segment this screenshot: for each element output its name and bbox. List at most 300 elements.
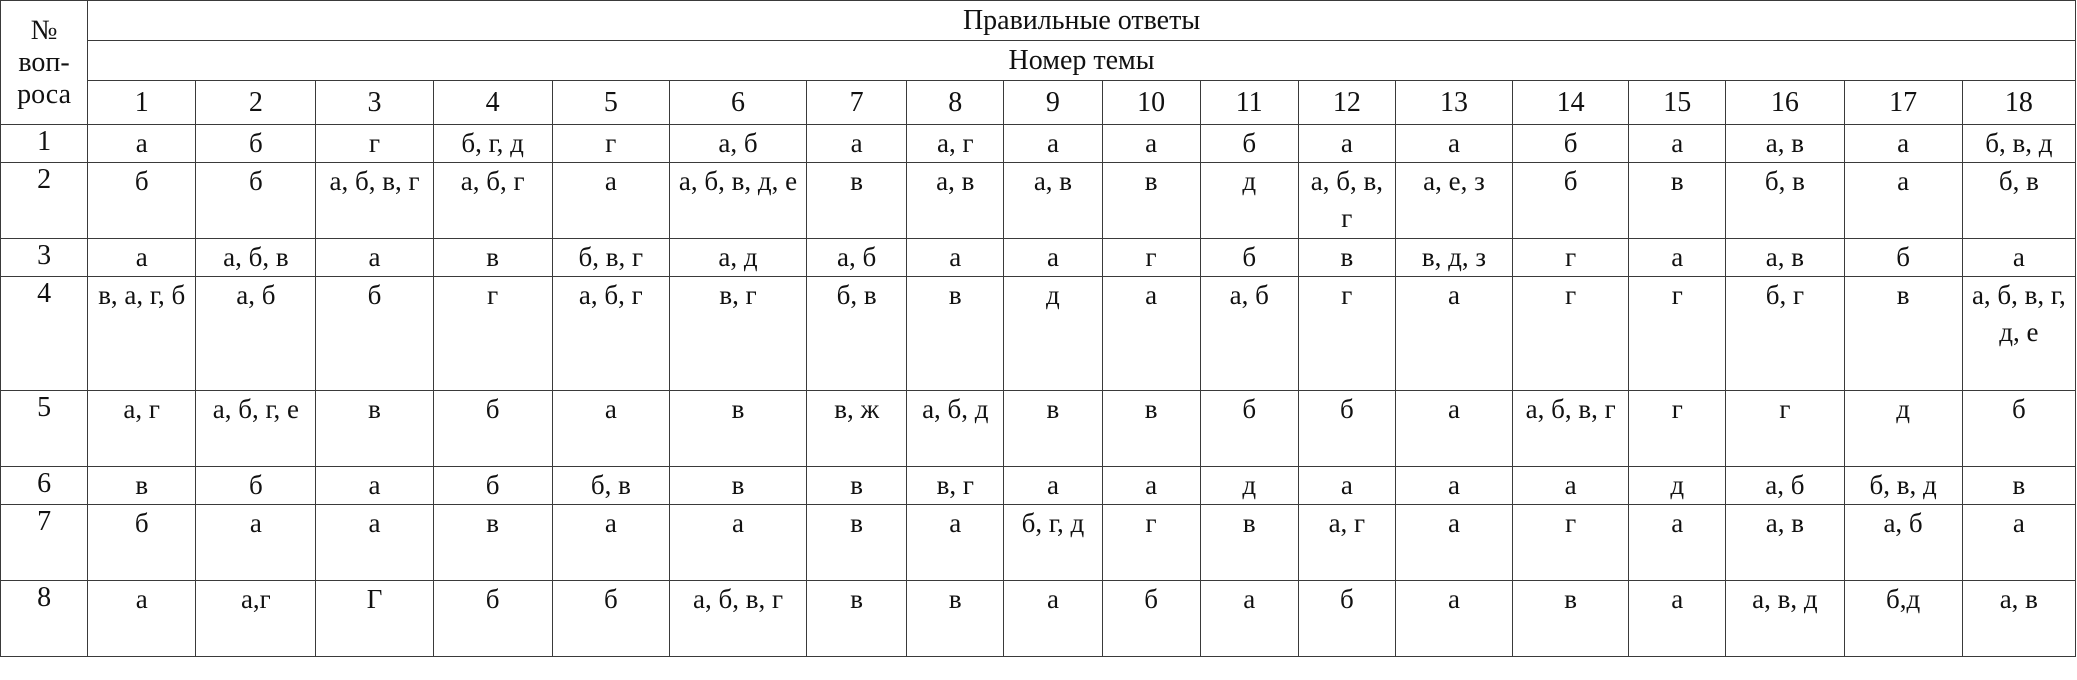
answer-text: в	[948, 584, 962, 614]
answer-cell	[1102, 277, 1200, 391]
question-number-header	[1, 1, 88, 125]
answer-text: а, б, в, г	[1525, 394, 1616, 424]
answer-text: в	[1144, 394, 1158, 424]
answer-cell	[1298, 239, 1395, 277]
answer-cell	[907, 581, 1004, 657]
topic-number: 15	[1629, 81, 1726, 125]
topic-numbers-row	[1, 81, 2076, 125]
answer-cell	[88, 277, 196, 391]
topic-number: 14	[1513, 81, 1629, 125]
question-number: 4	[1, 277, 88, 391]
answer-cell	[1629, 505, 1726, 581]
answer-cell	[1298, 581, 1395, 657]
answer-cell	[1200, 239, 1298, 277]
answer-text: б	[1339, 394, 1354, 424]
answer-cell	[1844, 467, 1962, 505]
answer-cell	[1004, 163, 1102, 239]
question-number: 6	[1, 467, 88, 505]
answer-text: а	[949, 508, 962, 538]
answer-text: а	[1243, 584, 1256, 614]
answer-cell	[807, 467, 907, 505]
answer-cell	[1726, 239, 1844, 277]
answer-cell	[1004, 467, 1102, 505]
answer-cell	[196, 125, 316, 163]
answer-text: б, в	[1998, 166, 2039, 196]
answer-text: а	[1447, 584, 1460, 614]
topic-number: 7	[807, 81, 907, 125]
answer-text: г	[1671, 280, 1683, 310]
answer-cell	[196, 239, 316, 277]
answer-cell	[88, 391, 196, 467]
answer-row	[1, 391, 2076, 467]
answer-text: г	[1565, 508, 1577, 538]
topic-number: 3	[316, 81, 433, 125]
answer-text: б	[1896, 242, 1910, 272]
answer-cell	[1395, 581, 1512, 657]
answer-cell	[1395, 239, 1512, 277]
answer-text: в, г	[719, 280, 757, 310]
answer-text: б	[248, 470, 263, 500]
answer-cell	[1629, 391, 1726, 467]
answer-cell	[1513, 581, 1629, 657]
answer-cell	[1513, 391, 1629, 467]
topic-number: 10	[1102, 81, 1200, 125]
answer-cell	[1102, 505, 1200, 581]
answer-text: б, в, д	[1985, 128, 2053, 158]
answer-row	[1, 125, 2076, 163]
answer-cell	[316, 467, 433, 505]
table-body	[1, 1, 2076, 657]
answer-cell	[907, 125, 1004, 163]
answer-text: а,г	[240, 584, 271, 614]
answer-cell	[1844, 277, 1962, 391]
answer-cell	[907, 239, 1004, 277]
answer-text: а	[732, 508, 744, 538]
answer-cell	[433, 239, 552, 277]
answer-text: а	[604, 166, 617, 196]
answer-cell	[1102, 239, 1200, 277]
answer-cell	[1726, 163, 1844, 239]
answer-cell	[433, 581, 552, 657]
answer-text: в	[1564, 584, 1578, 614]
answer-cell	[1298, 467, 1395, 505]
topic-number: 13	[1395, 81, 1512, 125]
answer-text: а, б, в	[223, 242, 289, 272]
answer-cell	[1200, 125, 1298, 163]
answer-text: а	[1897, 128, 1910, 158]
answer-text: б	[1144, 584, 1158, 614]
answer-text: а	[135, 584, 148, 614]
answer-text: в	[1144, 166, 1158, 196]
answer-cell	[1962, 581, 2075, 657]
answer-cell	[88, 581, 196, 657]
answer-cell	[1629, 467, 1726, 505]
answer-text: в	[486, 242, 500, 272]
answer-text: в	[1046, 394, 1060, 424]
answer-text: а, б, г	[578, 280, 643, 310]
answer-text: б	[485, 470, 500, 500]
answer-cell	[1513, 467, 1629, 505]
answer-text: б	[367, 280, 382, 310]
answer-cell	[1102, 125, 1200, 163]
answer-cell	[433, 277, 552, 391]
topic-number: 11	[1200, 81, 1298, 125]
answer-cell	[1962, 505, 2075, 581]
answer-cell	[1200, 391, 1298, 467]
correct-answers-header: Правильные ответы	[88, 1, 2076, 41]
answer-text: г	[368, 128, 381, 158]
question-number: 7	[1, 505, 88, 581]
answer-cell	[552, 391, 669, 467]
answer-text: б	[134, 508, 149, 538]
answer-cell	[807, 581, 907, 657]
answer-cell	[433, 505, 552, 581]
answer-cell	[88, 467, 196, 505]
answer-text: б, г	[1765, 280, 1805, 310]
answer-text: б	[248, 166, 263, 196]
answer-text: б	[248, 128, 263, 158]
answer-text: б, в	[1764, 166, 1805, 196]
answer-text: в	[850, 470, 864, 500]
answer-text: г	[1145, 508, 1157, 538]
answer-cell	[1200, 505, 1298, 581]
answer-cell	[552, 277, 669, 391]
answer-cell	[1629, 239, 1726, 277]
answer-cell	[1844, 163, 1962, 239]
answer-text: в	[1340, 242, 1354, 272]
answer-row	[1, 163, 2076, 239]
answer-cell	[1513, 277, 1629, 391]
answer-text: в	[850, 584, 864, 614]
topic-number: 2	[196, 81, 316, 125]
answer-text: Г	[366, 584, 383, 614]
answer-text: а	[1897, 166, 1910, 196]
answer-cell	[669, 163, 806, 239]
answer-row	[1, 505, 2076, 581]
answer-text: а, б, в, г	[692, 584, 784, 614]
answer-text: а, г	[123, 394, 160, 424]
answer-cell	[88, 125, 196, 163]
answer-row	[1, 277, 2076, 391]
answer-cell	[316, 505, 433, 581]
answer-cell	[1726, 581, 1844, 657]
answer-cell	[1004, 125, 1102, 163]
answer-cell	[1298, 125, 1395, 163]
answer-cell	[907, 163, 1004, 239]
answer-cell	[807, 505, 907, 581]
answer-cell	[552, 163, 669, 239]
answer-cell	[1844, 505, 1962, 581]
answer-cell	[669, 125, 806, 163]
answer-cell	[1962, 239, 2075, 277]
answer-text: а, д	[718, 242, 758, 272]
answer-cell	[316, 277, 433, 391]
answer-cell	[552, 239, 669, 277]
answer-cell	[669, 277, 806, 391]
answer-text: а	[850, 128, 863, 158]
answer-text: д	[1896, 394, 1910, 424]
answer-cell	[1102, 391, 1200, 467]
answer-cell	[316, 163, 433, 239]
question-number: 2	[1, 163, 88, 239]
answer-text: в, а, г, б	[98, 280, 186, 310]
answer-text: а, г	[1328, 508, 1366, 538]
answer-cell	[88, 239, 196, 277]
answer-text: г	[1341, 280, 1353, 310]
answer-text: а	[135, 128, 148, 158]
answer-text: г	[1565, 280, 1577, 310]
answer-cell	[196, 467, 316, 505]
answer-cell	[1298, 391, 1395, 467]
answer-cell	[1962, 125, 2075, 163]
answer-row	[1, 467, 2076, 505]
answer-cell	[552, 505, 669, 581]
answer-cell	[1844, 581, 1962, 657]
answer-cell	[1298, 505, 1395, 581]
answer-cell	[1004, 391, 1102, 467]
answer-text: а	[1671, 584, 1684, 614]
answer-cell	[1200, 163, 1298, 239]
answer-text: а, г	[937, 128, 974, 158]
answer-text: а	[604, 508, 617, 538]
answer-text: б	[134, 166, 149, 196]
answer-cell	[669, 239, 806, 277]
answer-text: а	[604, 394, 617, 424]
answer-cell	[1395, 125, 1512, 163]
answer-cell	[807, 125, 907, 163]
answer-cell	[196, 163, 316, 239]
answer-text: а	[1046, 242, 1059, 272]
answer-cell	[1629, 163, 1726, 239]
answer-cell	[552, 581, 669, 657]
answer-text: в, г	[936, 470, 974, 500]
answer-text: а, б	[718, 128, 758, 158]
answer-cell	[1004, 581, 1102, 657]
question-header-line-3: роса	[17, 79, 72, 110]
answer-text: в	[368, 394, 381, 424]
answer-text: а	[1340, 128, 1353, 158]
answer-text: а	[1671, 508, 1684, 538]
answer-cell	[1844, 391, 1962, 467]
answer-cell	[1004, 277, 1102, 391]
answer-text: а	[1145, 280, 1158, 310]
answer-cell	[316, 391, 433, 467]
answer-text: а	[1447, 394, 1460, 424]
answer-text: а, в	[1765, 128, 1805, 158]
topic-number: 18	[1962, 81, 2075, 125]
answer-text: д	[1242, 470, 1257, 500]
answer-text: в	[731, 470, 745, 500]
answer-text: б	[485, 584, 500, 614]
answer-text: в	[2012, 470, 2026, 500]
answer-cell	[1962, 467, 2075, 505]
answer-text: б, г, д	[1021, 508, 1085, 538]
answer-text: а, б	[236, 280, 276, 310]
answer-cell	[1629, 581, 1726, 657]
answer-cell	[1102, 163, 1200, 239]
answer-text: в	[1896, 280, 1910, 310]
answer-text: б, г, д	[461, 128, 524, 158]
answer-text: а, б, д	[922, 394, 989, 424]
answer-cell	[1629, 125, 1726, 163]
answer-text: в	[1670, 166, 1684, 196]
answer-text: а	[1671, 242, 1684, 272]
answer-text: в, ж	[834, 394, 880, 424]
answer-cell	[196, 581, 316, 657]
answer-cell	[907, 505, 1004, 581]
answer-text: б	[1242, 394, 1257, 424]
answer-text: а	[1145, 470, 1158, 500]
answer-cell	[669, 581, 806, 657]
answer-cell	[433, 467, 552, 505]
answer-text: б	[603, 584, 618, 614]
answer-text: а, е, з	[1423, 166, 1485, 196]
answer-text: а, б	[1883, 508, 1923, 538]
topic-number-header: Номер темы	[88, 41, 2076, 81]
topic-number: 12	[1298, 81, 1395, 125]
question-number: 3	[1, 239, 88, 277]
answer-text: а, в	[1033, 166, 1073, 196]
answer-cell	[1395, 505, 1512, 581]
answer-cell	[1513, 125, 1629, 163]
answer-cell	[807, 239, 907, 277]
answer-cell	[669, 467, 806, 505]
answer-cell	[1395, 277, 1512, 391]
answer-cell	[1395, 163, 1512, 239]
answer-cell	[88, 163, 196, 239]
answer-text: г	[1779, 394, 1791, 424]
answer-cell	[1962, 391, 2075, 467]
answer-text: а	[368, 470, 381, 500]
answer-text: б	[1242, 128, 1257, 158]
answer-text: а, в	[1765, 242, 1805, 272]
question-header-line-2: воп-	[18, 47, 70, 78]
answer-cell	[1962, 277, 2075, 391]
answer-text: а, в	[936, 166, 975, 196]
answer-cell	[1726, 505, 1844, 581]
answer-cell	[807, 391, 907, 467]
answer-text: в	[486, 508, 500, 538]
answer-cell	[196, 277, 316, 391]
answer-cell	[1726, 277, 1844, 391]
answer-text: г	[1565, 242, 1577, 272]
answer-row	[1, 239, 2076, 277]
answer-text: б, в	[590, 470, 631, 500]
answer-cell	[1726, 467, 1844, 505]
answer-text: б	[1563, 166, 1578, 196]
answer-cell	[669, 505, 806, 581]
answer-text: в	[135, 470, 149, 500]
answer-cell	[1629, 277, 1726, 391]
answer-row	[1, 581, 2076, 657]
answer-text: а, б, в, г, д, е	[1971, 280, 2066, 347]
answer-cell	[1395, 467, 1512, 505]
answer-text: а	[368, 508, 381, 538]
answer-text: а	[1046, 470, 1059, 500]
answer-text: б, в, д	[1869, 470, 1937, 500]
answer-cell	[1962, 163, 2075, 239]
topic-number: 16	[1726, 81, 1844, 125]
answer-cell	[316, 239, 433, 277]
answer-text: б	[1242, 242, 1257, 272]
answer-cell	[196, 505, 316, 581]
answer-text: г	[1671, 394, 1683, 424]
answer-text: г	[1145, 242, 1157, 272]
answer-cell	[433, 163, 552, 239]
answer-text: а	[249, 508, 262, 538]
answer-cell	[552, 125, 669, 163]
answer-cell	[1200, 277, 1298, 391]
answer-cell	[907, 391, 1004, 467]
answer-text: а	[1046, 128, 1059, 158]
answer-cell	[196, 391, 316, 467]
answer-text: в	[850, 508, 864, 538]
answer-cell	[907, 467, 1004, 505]
answer-text: в	[948, 280, 962, 310]
answer-cell	[807, 163, 907, 239]
answer-text: а	[1447, 508, 1460, 538]
answer-cell	[433, 391, 552, 467]
answer-text: д	[1242, 166, 1257, 196]
answer-cell	[1298, 163, 1395, 239]
answer-text: в	[731, 394, 745, 424]
answer-cell	[1395, 391, 1512, 467]
answer-cell	[1513, 505, 1629, 581]
answer-text: б, в, г	[578, 242, 644, 272]
answer-text: а, б, в, д, е	[678, 166, 798, 196]
topic-number: 5	[552, 81, 669, 125]
answer-text: г	[605, 128, 617, 158]
answer-text: б,д	[1885, 584, 1921, 614]
answer-text: а	[2012, 508, 2025, 538]
answer-cell	[433, 125, 552, 163]
answer-text: б	[485, 394, 500, 424]
answer-text: а	[1447, 470, 1460, 500]
answer-text: б	[1563, 128, 1578, 158]
topic-number: 4	[433, 81, 552, 125]
answer-text: а, в	[1765, 508, 1805, 538]
answer-cell	[1004, 505, 1102, 581]
answer-cell	[1102, 581, 1200, 657]
answer-cell	[1844, 125, 1962, 163]
answer-cell	[1844, 239, 1962, 277]
answer-cell	[907, 277, 1004, 391]
answer-text: а, б, в, г	[1310, 166, 1383, 233]
answer-text: б, в	[836, 280, 877, 310]
answer-cell	[88, 505, 196, 581]
answer-cell	[1200, 581, 1298, 657]
answer-text: а	[2012, 242, 2025, 272]
topic-number: 6	[669, 81, 806, 125]
answer-cell	[807, 277, 907, 391]
answer-text: а	[1340, 470, 1353, 500]
question-header-line-1: №	[30, 15, 58, 46]
answer-text: а	[949, 242, 962, 272]
answer-cell	[1726, 125, 1844, 163]
answer-cell	[1726, 391, 1844, 467]
answer-text: в	[1242, 508, 1256, 538]
answer-cell	[1102, 467, 1200, 505]
answer-cell	[669, 391, 806, 467]
answer-text: а, б, в, г	[329, 166, 420, 196]
topic-number: 17	[1844, 81, 1962, 125]
answer-text: а	[1447, 128, 1460, 158]
answer-cell	[552, 467, 669, 505]
answer-text: а, б	[1229, 280, 1269, 310]
answer-text: б	[2011, 394, 2026, 424]
answer-text: а, б, г	[460, 166, 525, 196]
answer-text: б	[1339, 584, 1354, 614]
